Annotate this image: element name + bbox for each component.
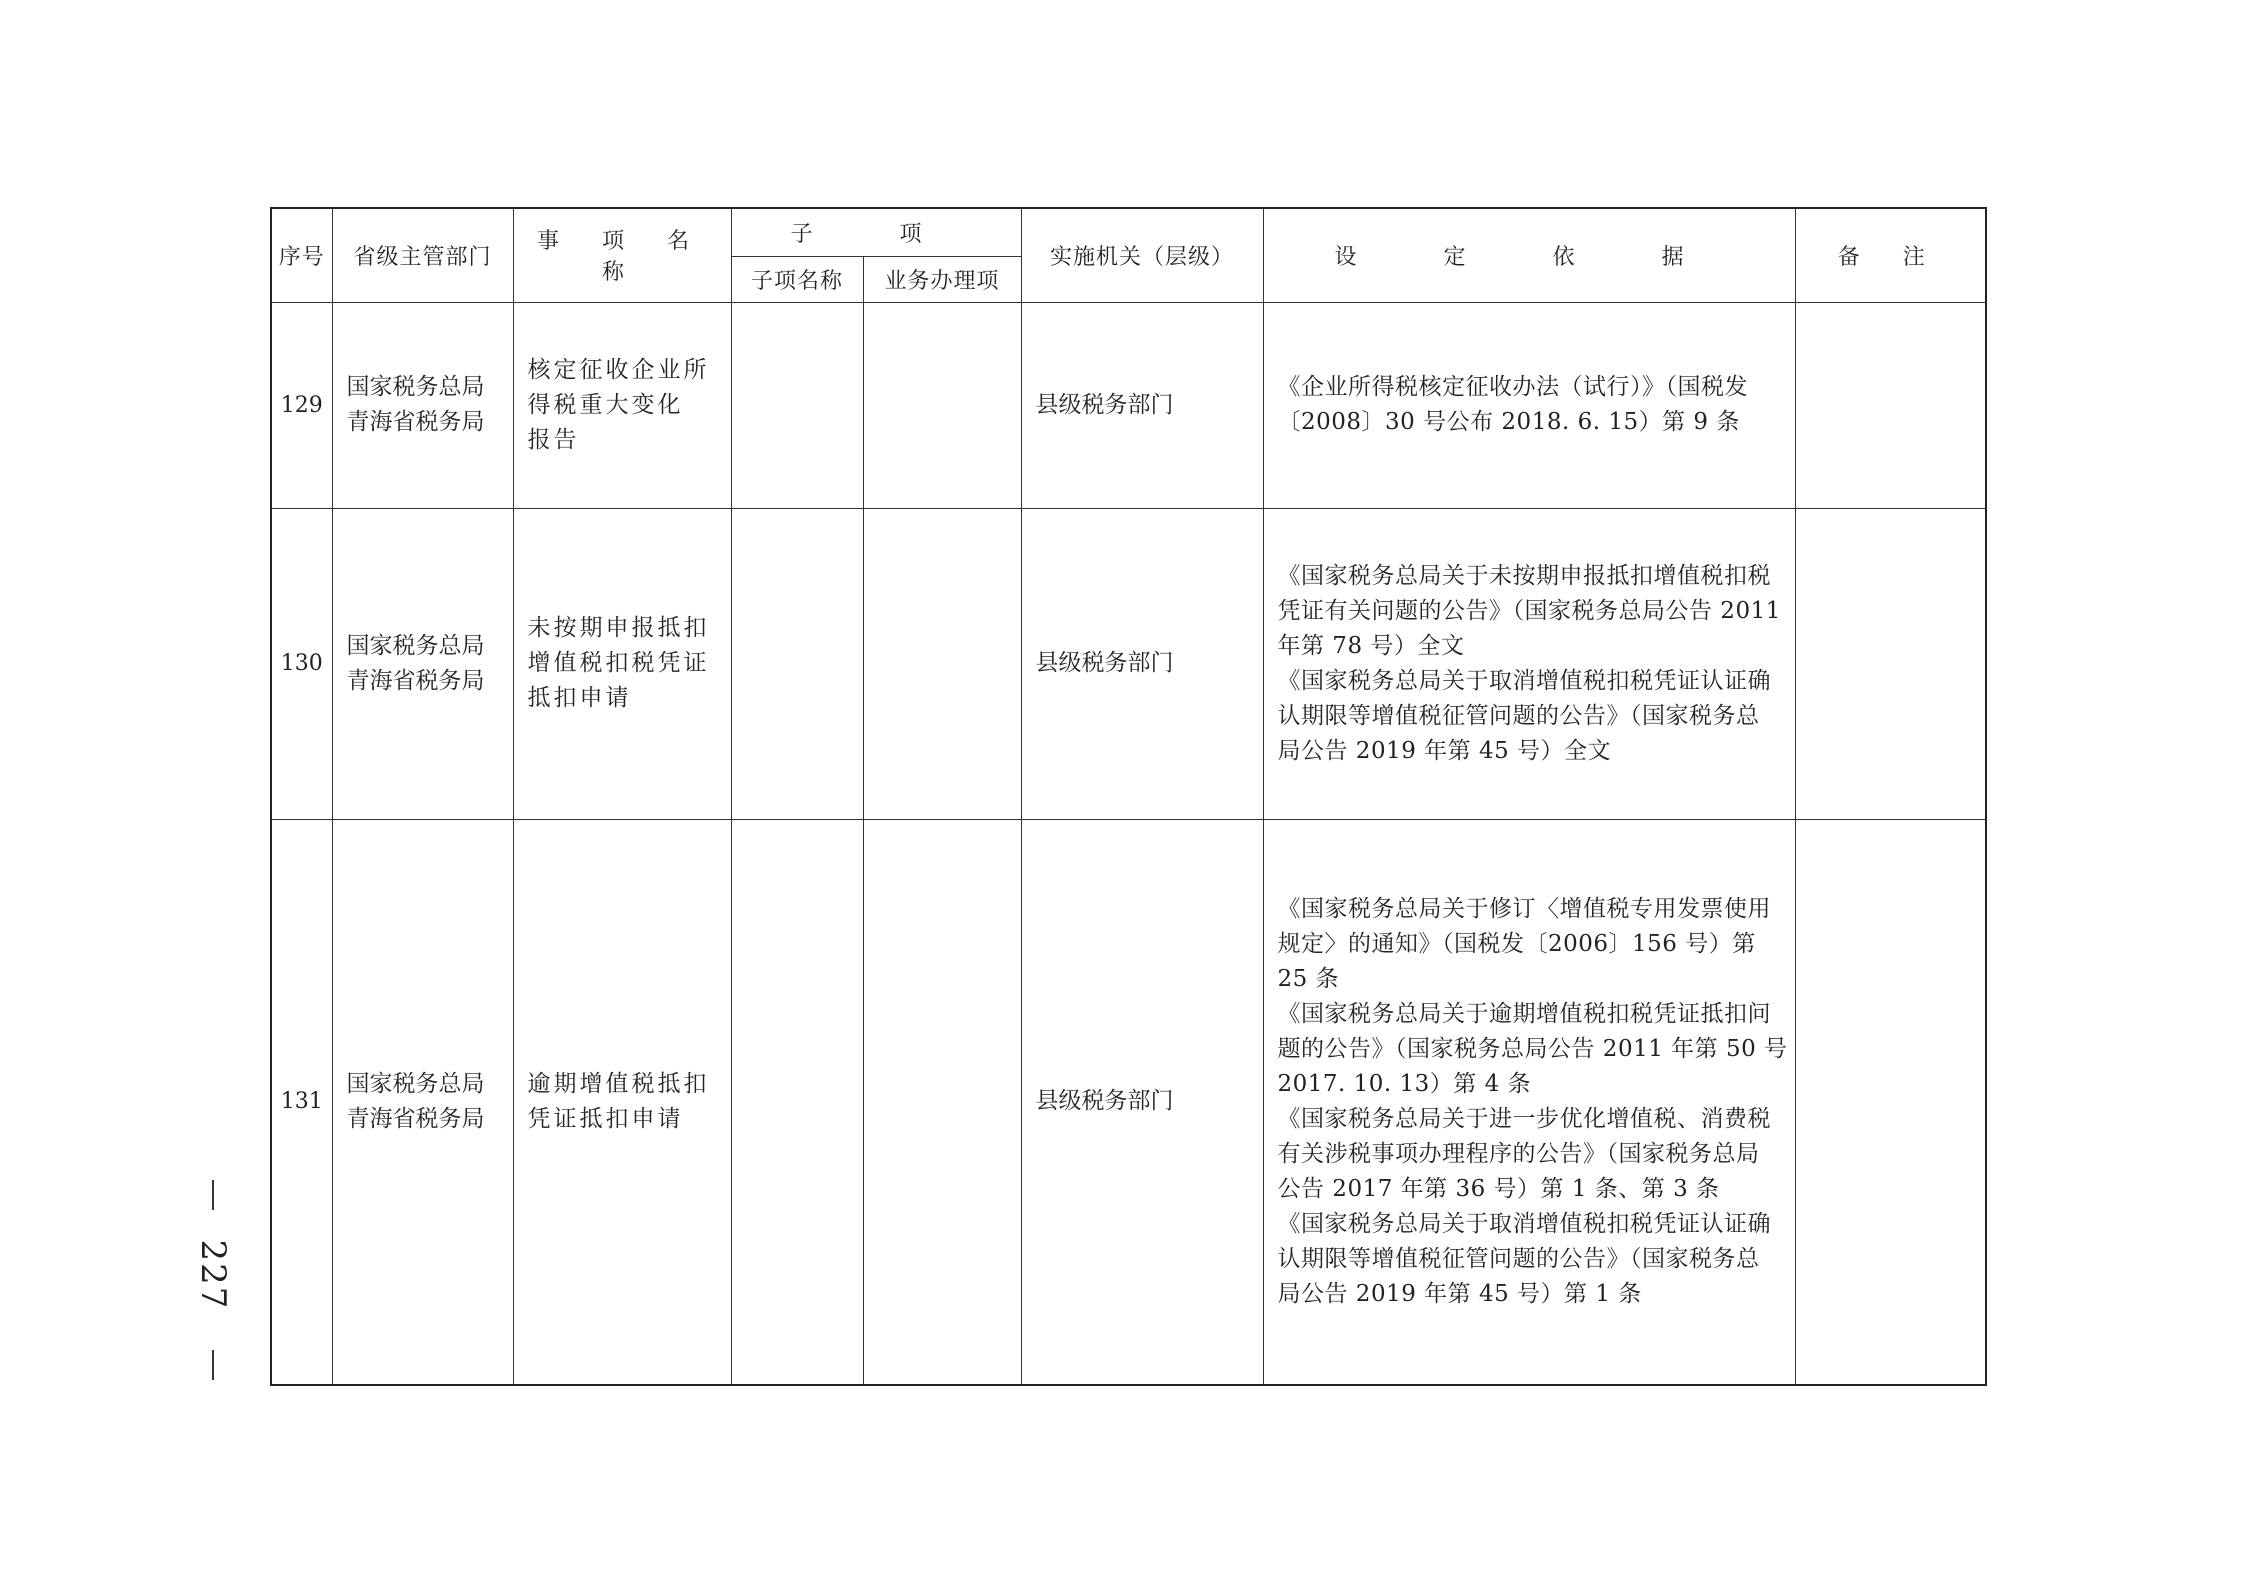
dept-line: 青海省税务局 [346, 409, 485, 435]
dept-line: 国家税务总局 [346, 1070, 485, 1097]
header-remarks: 备 注 [1795, 208, 1986, 302]
table-row [271, 819, 1986, 1385]
page-number-dash-top [212, 1180, 214, 1210]
row-remarks [1795, 819, 1986, 1385]
item-line: 报告 [527, 426, 580, 453]
header-agency: 实施机关（层级） [1021, 208, 1263, 302]
dept-line: 国家税务总局 [346, 632, 485, 659]
header-seq: 序号 [271, 208, 332, 302]
dept-line: 国家税务总局 [346, 374, 485, 400]
basis-line: 凭证有关问题的公告》（国家税务总局公告 2011 [1277, 597, 1781, 624]
row-seq: 130 [271, 508, 332, 819]
row-remarks [1795, 302, 1986, 508]
page-number-dash-bottom [212, 1350, 214, 1380]
basis-line: 有关涉税事项办理程序的公告》（国家税务总局 [1277, 1140, 1760, 1167]
basis-line: 《国家税务总局关于进一步优化增值税、消费税 [1277, 1105, 1771, 1132]
row-business-item [863, 819, 1021, 1385]
catalog-table-wrapper [270, 207, 1985, 1386]
table-row [271, 508, 1986, 819]
row-dept [332, 508, 513, 819]
basis-line: 《企业所得税核定征收办法（试行）》（国税发 [1277, 374, 1748, 400]
basis-line: 《国家税务总局关于取消增值税扣税凭证认证确 [1277, 667, 1771, 694]
row-item-name [513, 302, 731, 508]
row-item-name [513, 819, 731, 1385]
item-line: 抵扣申请 [527, 685, 632, 711]
basis-line: 局公告 2019 年第 45 号）全文 [1277, 737, 1612, 764]
basis-line: 认期限等增值税征管问题的公告》（国家税务总 [1277, 1245, 1760, 1272]
basis-line: 题的公告》（国家税务总局公告 2011 年第 50 号 [1277, 1035, 1788, 1062]
header-item-name: 事 项 名 称 [513, 208, 731, 302]
basis-line: 局公告 2019 年第 45 号）第 1 条 [1277, 1280, 1642, 1307]
row-agency: 县级税务部门 [1021, 508, 1263, 819]
row-basis [1263, 508, 1795, 819]
basis-line: 认期限等增值税征管问题的公告》（国家税务总 [1277, 702, 1760, 729]
dept-line: 青海省税务局 [346, 1105, 485, 1132]
basis-line: 2017. 10. 13）第 4 条 [1277, 1070, 1532, 1097]
page-number [190, 1180, 240, 1350]
row-subitem-name [731, 508, 863, 819]
basis-line: 〔2008〕30 号公布 2018. 6. 15）第 9 条 [1277, 409, 1740, 435]
item-line: 凭证抵扣申请 [527, 1105, 684, 1132]
row-business-item [863, 302, 1021, 508]
basis-line: 《国家税务总局关于未按期申报抵扣增值税扣税 [1277, 562, 1771, 589]
row-remarks [1795, 508, 1986, 819]
header-subitem: 子 项 [731, 208, 1021, 256]
row-basis [1263, 302, 1795, 508]
basis-line: 公告 2017 年第 36 号）第 1 条、第 3 条 [1277, 1175, 1720, 1202]
row-dept [332, 302, 513, 508]
item-line: 未按期申报抵扣 [527, 615, 710, 641]
row-seq: 131 [271, 819, 332, 1385]
row-seq: 129 [271, 302, 332, 508]
row-basis [1263, 819, 1795, 1385]
header-business-item: 业务办理项 [863, 256, 1021, 302]
basis-line: 规定〉的通知》（国税发〔2006〕156 号）第 [1277, 930, 1756, 957]
header-basis: 设 定 依 据 [1263, 208, 1795, 302]
row-agency: 县级税务部门 [1021, 819, 1263, 1385]
row-dept [332, 819, 513, 1385]
basis-line: 25 条 [1277, 965, 1340, 992]
basis-line: 《国家税务总局关于修订〈增值税专用发票使用 [1277, 895, 1771, 922]
dept-line: 青海省税务局 [346, 667, 485, 694]
item-line: 增值税扣税凭证 [527, 650, 710, 676]
row-business-item [863, 508, 1021, 819]
header-dept: 省级主管部门 [332, 208, 513, 302]
item-line: 得税重大变化 [527, 391, 684, 418]
basis-line: 《国家税务总局关于逾期增值税扣税凭证抵扣问 [1277, 1000, 1771, 1027]
table-row [271, 302, 1986, 508]
item-line: 逾期增值税抵扣 [527, 1070, 710, 1097]
basis-line: 年第 78 号）全文 [1277, 632, 1465, 659]
item-line: 核定征收企业所 [527, 356, 710, 383]
row-subitem-name [731, 819, 863, 1385]
basis-line: 《国家税务总局关于取消增值税扣税凭证认证确 [1277, 1210, 1771, 1237]
row-subitem-name [731, 302, 863, 508]
row-item-name [513, 508, 731, 819]
page-number-text: 227 [193, 1239, 233, 1311]
header-subitem-name: 子项名称 [731, 256, 863, 302]
row-agency: 县级税务部门 [1021, 302, 1263, 508]
catalog-table [270, 207, 1987, 1386]
